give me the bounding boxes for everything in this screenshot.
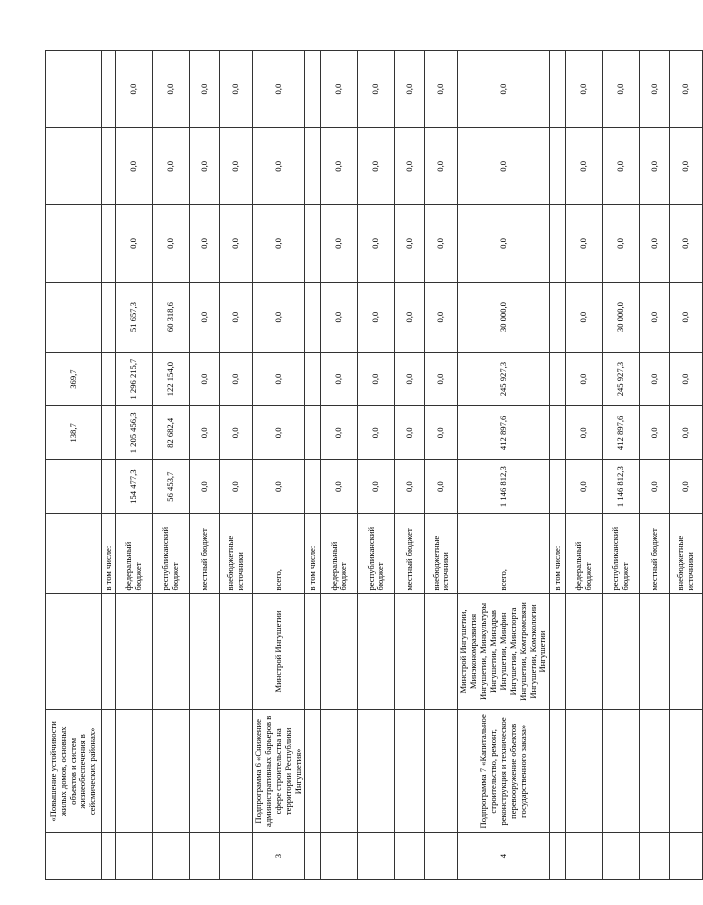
amount-cell: 1 146 812,3 bbox=[458, 460, 550, 514]
program-name-cell bbox=[116, 710, 153, 833]
program-name-cell: «Повышение устойчивости жилых домов, основных объектов и систем жизнеобеспечения в сейсмических районах» bbox=[46, 710, 102, 833]
program-name-cell bbox=[603, 710, 640, 833]
amount-cell: 0,0 bbox=[670, 51, 703, 128]
amount-cell: 0,0 bbox=[425, 51, 458, 128]
amount-cell: 0,0 bbox=[358, 460, 395, 514]
program-name-cell bbox=[395, 710, 425, 833]
amount-cell: 0,0 bbox=[253, 128, 305, 205]
responsible-executor-cell bbox=[116, 593, 153, 710]
program-name-cell bbox=[153, 710, 190, 833]
program-name-cell bbox=[220, 710, 253, 833]
table-row bbox=[358, 51, 395, 880]
amount-cell: 0,0 bbox=[640, 406, 670, 460]
amount-cell: 0,0 bbox=[358, 282, 395, 352]
amount-cell: 0,0 bbox=[190, 352, 220, 406]
program-name-cell bbox=[321, 710, 358, 833]
row-number-cell bbox=[153, 833, 190, 880]
amount-cell: 1 296 215,7 bbox=[116, 352, 153, 406]
amount-cell: 1 146 812,3 bbox=[603, 460, 640, 514]
responsible-executor-cell bbox=[46, 593, 102, 710]
amount-cell: 0,0 bbox=[253, 282, 305, 352]
program-name-cell bbox=[190, 710, 220, 833]
amount-cell: 0,0 bbox=[153, 205, 190, 282]
amount-cell: 0,0 bbox=[640, 128, 670, 205]
amount-cell: 0,0 bbox=[670, 352, 703, 406]
funding-source-cell: местный бюджет bbox=[640, 514, 670, 594]
amount-cell: 0,0 bbox=[220, 51, 253, 128]
amount-cell: 0,0 bbox=[321, 352, 358, 406]
amount-cell: 51 657,3 bbox=[116, 282, 153, 352]
amount-cell: 0,0 bbox=[220, 406, 253, 460]
amount-cell: 0,0 bbox=[190, 51, 220, 128]
amount-cell: 0,0 bbox=[116, 51, 153, 128]
amount-cell: 0,0 bbox=[321, 406, 358, 460]
amount-cell bbox=[305, 282, 321, 352]
table-row bbox=[550, 51, 566, 880]
amount-cell: 0,0 bbox=[190, 128, 220, 205]
amount-cell: 0,0 bbox=[190, 460, 220, 514]
amount-cell: 1 205 456,3 bbox=[116, 406, 153, 460]
row-number-cell bbox=[566, 833, 603, 880]
amount-cell: 0,0 bbox=[425, 406, 458, 460]
amount-cell: 0,0 bbox=[153, 51, 190, 128]
amount-cell bbox=[550, 128, 566, 205]
row-number-cell bbox=[670, 833, 703, 880]
amount-cell bbox=[102, 51, 116, 128]
amount-cell: 0,0 bbox=[603, 128, 640, 205]
amount-cell: 0,0 bbox=[566, 128, 603, 205]
amount-cell bbox=[550, 352, 566, 406]
row-number-cell bbox=[425, 833, 458, 880]
table-row bbox=[102, 51, 116, 880]
amount-cell bbox=[102, 406, 116, 460]
amount-cell: 0,0 bbox=[670, 406, 703, 460]
amount-cell: 0,0 bbox=[458, 128, 550, 205]
funding-source-cell: внебюджетные источники bbox=[220, 514, 253, 594]
amount-cell: 0,0 bbox=[566, 406, 603, 460]
amount-cell: 0,0 bbox=[458, 51, 550, 128]
row-number-cell bbox=[358, 833, 395, 880]
funding-source-cell: местный бюджет bbox=[395, 514, 425, 594]
amount-cell bbox=[550, 406, 566, 460]
table-row bbox=[566, 51, 603, 880]
funding-source-cell: внебюджетные источники bbox=[670, 514, 703, 594]
row-number-cell bbox=[305, 833, 321, 880]
amount-cell bbox=[305, 51, 321, 128]
program-name-cell bbox=[566, 710, 603, 833]
responsible-executor-cell bbox=[395, 593, 425, 710]
responsible-executor-cell bbox=[670, 593, 703, 710]
amount-cell: 0,0 bbox=[253, 460, 305, 514]
program-name-cell: Подпрограмма 7 «Капитальное строительство, ремонт, реконструкция и техническое перевооружение объектов государственного заказа» bbox=[458, 710, 550, 833]
responsible-executor-cell bbox=[321, 593, 358, 710]
funding-source-cell: федеральный бюджет bbox=[566, 514, 603, 594]
amount-cell: 369,7 bbox=[46, 352, 102, 406]
program-name-cell bbox=[425, 710, 458, 833]
amount-cell: 0,0 bbox=[395, 51, 425, 128]
table-row bbox=[253, 51, 305, 880]
responsible-executor-cell bbox=[220, 593, 253, 710]
amount-cell: 0,0 bbox=[566, 352, 603, 406]
amount-cell bbox=[102, 460, 116, 514]
responsible-executor-cell: Минстрой Ингушетии, Минэкономразвития Ингушетии, Минкультуры Ингушетии, Минздрав Ингушетии, Минфин Ингушетии, Минспорта Ингушетии, Комтромсвязи Ингушетии, Комэкологии Ингушетии bbox=[458, 593, 550, 710]
responsible-executor-cell bbox=[566, 593, 603, 710]
amount-cell: 0,0 bbox=[566, 51, 603, 128]
amount-cell: 122 154,0 bbox=[153, 352, 190, 406]
amount-cell: 0,0 bbox=[670, 282, 703, 352]
amount-cell: 0,0 bbox=[220, 352, 253, 406]
amount-cell: 154 477,3 bbox=[116, 460, 153, 514]
table-row bbox=[640, 51, 670, 880]
amount-cell: 0,0 bbox=[220, 128, 253, 205]
amount-cell: 0,0 bbox=[220, 282, 253, 352]
row-number-cell bbox=[220, 833, 253, 880]
amount-cell: 0,0 bbox=[253, 205, 305, 282]
program-name-cell bbox=[358, 710, 395, 833]
responsible-executor-cell bbox=[640, 593, 670, 710]
amount-cell: 0,0 bbox=[358, 406, 395, 460]
amount-cell: 82 682,4 bbox=[153, 406, 190, 460]
amount-cell: 138,7 bbox=[46, 406, 102, 460]
amount-cell bbox=[305, 406, 321, 460]
responsible-executor-cell: Минстрой Ингушетии bbox=[253, 593, 305, 710]
amount-cell: 0,0 bbox=[566, 205, 603, 282]
amount-cell: 0,0 bbox=[253, 352, 305, 406]
program-name-cell bbox=[640, 710, 670, 833]
row-number-cell bbox=[321, 833, 358, 880]
amount-cell: 0,0 bbox=[566, 460, 603, 514]
funding-source-cell: всего, bbox=[253, 514, 305, 594]
amount-cell: 0,0 bbox=[395, 282, 425, 352]
amount-cell: 0,0 bbox=[640, 460, 670, 514]
amount-cell bbox=[550, 460, 566, 514]
amount-cell: 0,0 bbox=[640, 352, 670, 406]
funding-source-cell: в том числе: bbox=[102, 514, 116, 594]
amount-cell: 0,0 bbox=[566, 282, 603, 352]
amount-cell bbox=[46, 128, 102, 205]
amount-cell bbox=[46, 460, 102, 514]
row-number-cell: 4 bbox=[458, 833, 550, 880]
responsible-executor-cell bbox=[305, 593, 321, 710]
funding-source-cell: федеральный бюджет bbox=[321, 514, 358, 594]
amount-cell bbox=[550, 205, 566, 282]
amount-cell: 0,0 bbox=[603, 205, 640, 282]
table-row bbox=[603, 51, 640, 880]
amount-cell bbox=[550, 282, 566, 352]
responsible-executor-cell bbox=[190, 593, 220, 710]
amount-cell: 0,0 bbox=[640, 205, 670, 282]
row-number-cell bbox=[640, 833, 670, 880]
amount-cell: 56 453,7 bbox=[153, 460, 190, 514]
amount-cell: 0,0 bbox=[395, 406, 425, 460]
funding-source-cell: всего, bbox=[458, 514, 550, 594]
amount-cell: 0,0 bbox=[425, 282, 458, 352]
program-name-cell bbox=[550, 710, 566, 833]
amount-cell: 0,0 bbox=[640, 51, 670, 128]
amount-cell bbox=[305, 128, 321, 205]
amount-cell: 0,0 bbox=[358, 51, 395, 128]
amount-cell: 0,0 bbox=[321, 460, 358, 514]
amount-cell: 0,0 bbox=[220, 205, 253, 282]
amount-cell: 0,0 bbox=[358, 128, 395, 205]
row-number-cell bbox=[395, 833, 425, 880]
funding-source-cell: федеральный бюджет bbox=[116, 514, 153, 594]
table-row bbox=[220, 51, 253, 880]
program-name-cell bbox=[102, 710, 116, 833]
table-row bbox=[116, 51, 153, 880]
program-name-cell: Подпрограмма 6 «Снижение административных барьеров в сфере строительства на территории Республики Ингушетия» bbox=[253, 710, 305, 833]
amount-cell: 0,0 bbox=[358, 205, 395, 282]
amount-cell: 0,0 bbox=[395, 205, 425, 282]
funding-source-cell: республиканский бюджет bbox=[603, 514, 640, 594]
responsible-executor-cell bbox=[102, 593, 116, 710]
table-row bbox=[46, 51, 102, 880]
responsible-executor-cell bbox=[550, 593, 566, 710]
responsible-executor-cell bbox=[425, 593, 458, 710]
amount-cell: 0,0 bbox=[190, 406, 220, 460]
amount-cell bbox=[550, 51, 566, 128]
table-row bbox=[670, 51, 703, 880]
funding-source-cell: республиканский бюджет bbox=[153, 514, 190, 594]
amount-cell: 0,0 bbox=[253, 406, 305, 460]
amount-cell bbox=[46, 282, 102, 352]
amount-cell: 60 318,6 bbox=[153, 282, 190, 352]
budget-table bbox=[45, 50, 703, 880]
amount-cell bbox=[102, 128, 116, 205]
row-number-cell bbox=[550, 833, 566, 880]
amount-cell: 0,0 bbox=[153, 128, 190, 205]
row-number-cell bbox=[116, 833, 153, 880]
amount-cell: 0,0 bbox=[321, 205, 358, 282]
program-name-cell bbox=[670, 710, 703, 833]
amount-cell: 0,0 bbox=[670, 128, 703, 205]
amount-cell: 0,0 bbox=[458, 205, 550, 282]
table-row bbox=[153, 51, 190, 880]
funding-source-cell: республиканский бюджет bbox=[358, 514, 395, 594]
amount-cell bbox=[46, 205, 102, 282]
table-row bbox=[458, 51, 550, 880]
row-number-cell: 3 bbox=[253, 833, 305, 880]
amount-cell: 0,0 bbox=[395, 352, 425, 406]
amount-cell: 0,0 bbox=[395, 128, 425, 205]
funding-source-cell: местный бюджет bbox=[190, 514, 220, 594]
responsible-executor-cell bbox=[358, 593, 395, 710]
amount-cell: 0,0 bbox=[670, 460, 703, 514]
amount-cell: 0,0 bbox=[116, 128, 153, 205]
amount-cell bbox=[102, 282, 116, 352]
amount-cell: 30 000,0 bbox=[458, 282, 550, 352]
amount-cell bbox=[102, 205, 116, 282]
funding-source-cell: в том числе: bbox=[550, 514, 566, 594]
amount-cell: 0,0 bbox=[116, 205, 153, 282]
row-number-cell bbox=[603, 833, 640, 880]
amount-cell: 0,0 bbox=[321, 128, 358, 205]
amount-cell: 0,0 bbox=[253, 51, 305, 128]
amount-cell: 0,0 bbox=[425, 352, 458, 406]
amount-cell: 0,0 bbox=[321, 282, 358, 352]
amount-cell: 0,0 bbox=[395, 460, 425, 514]
amount-cell bbox=[305, 205, 321, 282]
amount-cell: 0,0 bbox=[190, 205, 220, 282]
amount-cell: 0,0 bbox=[640, 282, 670, 352]
table-row bbox=[321, 51, 358, 880]
amount-cell bbox=[102, 352, 116, 406]
amount-cell: 412 897,6 bbox=[458, 406, 550, 460]
amount-cell: 245 927,3 bbox=[458, 352, 550, 406]
amount-cell bbox=[305, 460, 321, 514]
row-number-cell bbox=[102, 833, 116, 880]
amount-cell bbox=[305, 352, 321, 406]
row-number-cell bbox=[46, 833, 102, 880]
table-row bbox=[305, 51, 321, 880]
amount-cell: 0,0 bbox=[425, 460, 458, 514]
rotated-table-container bbox=[45, 50, 696, 880]
program-name-cell bbox=[305, 710, 321, 833]
amount-cell: 412 897,6 bbox=[603, 406, 640, 460]
amount-cell bbox=[46, 51, 102, 128]
amount-cell: 0,0 bbox=[425, 205, 458, 282]
row-number-cell bbox=[190, 833, 220, 880]
amount-cell: 0,0 bbox=[220, 460, 253, 514]
responsible-executor-cell bbox=[603, 593, 640, 710]
funding-source-cell bbox=[46, 514, 102, 594]
table-row bbox=[395, 51, 425, 880]
funding-source-cell: в том числе: bbox=[305, 514, 321, 594]
amount-cell: 0,0 bbox=[321, 51, 358, 128]
table-row bbox=[425, 51, 458, 880]
amount-cell: 245 927,3 bbox=[603, 352, 640, 406]
amount-cell: 0,0 bbox=[425, 128, 458, 205]
amount-cell: 0,0 bbox=[603, 51, 640, 128]
amount-cell: 0,0 bbox=[358, 352, 395, 406]
funding-source-cell: внебюджетные источники bbox=[425, 514, 458, 594]
amount-cell: 0,0 bbox=[190, 282, 220, 352]
amount-cell: 30 000,0 bbox=[603, 282, 640, 352]
responsible-executor-cell bbox=[153, 593, 190, 710]
amount-cell: 0,0 bbox=[670, 205, 703, 282]
table-row bbox=[190, 51, 220, 880]
